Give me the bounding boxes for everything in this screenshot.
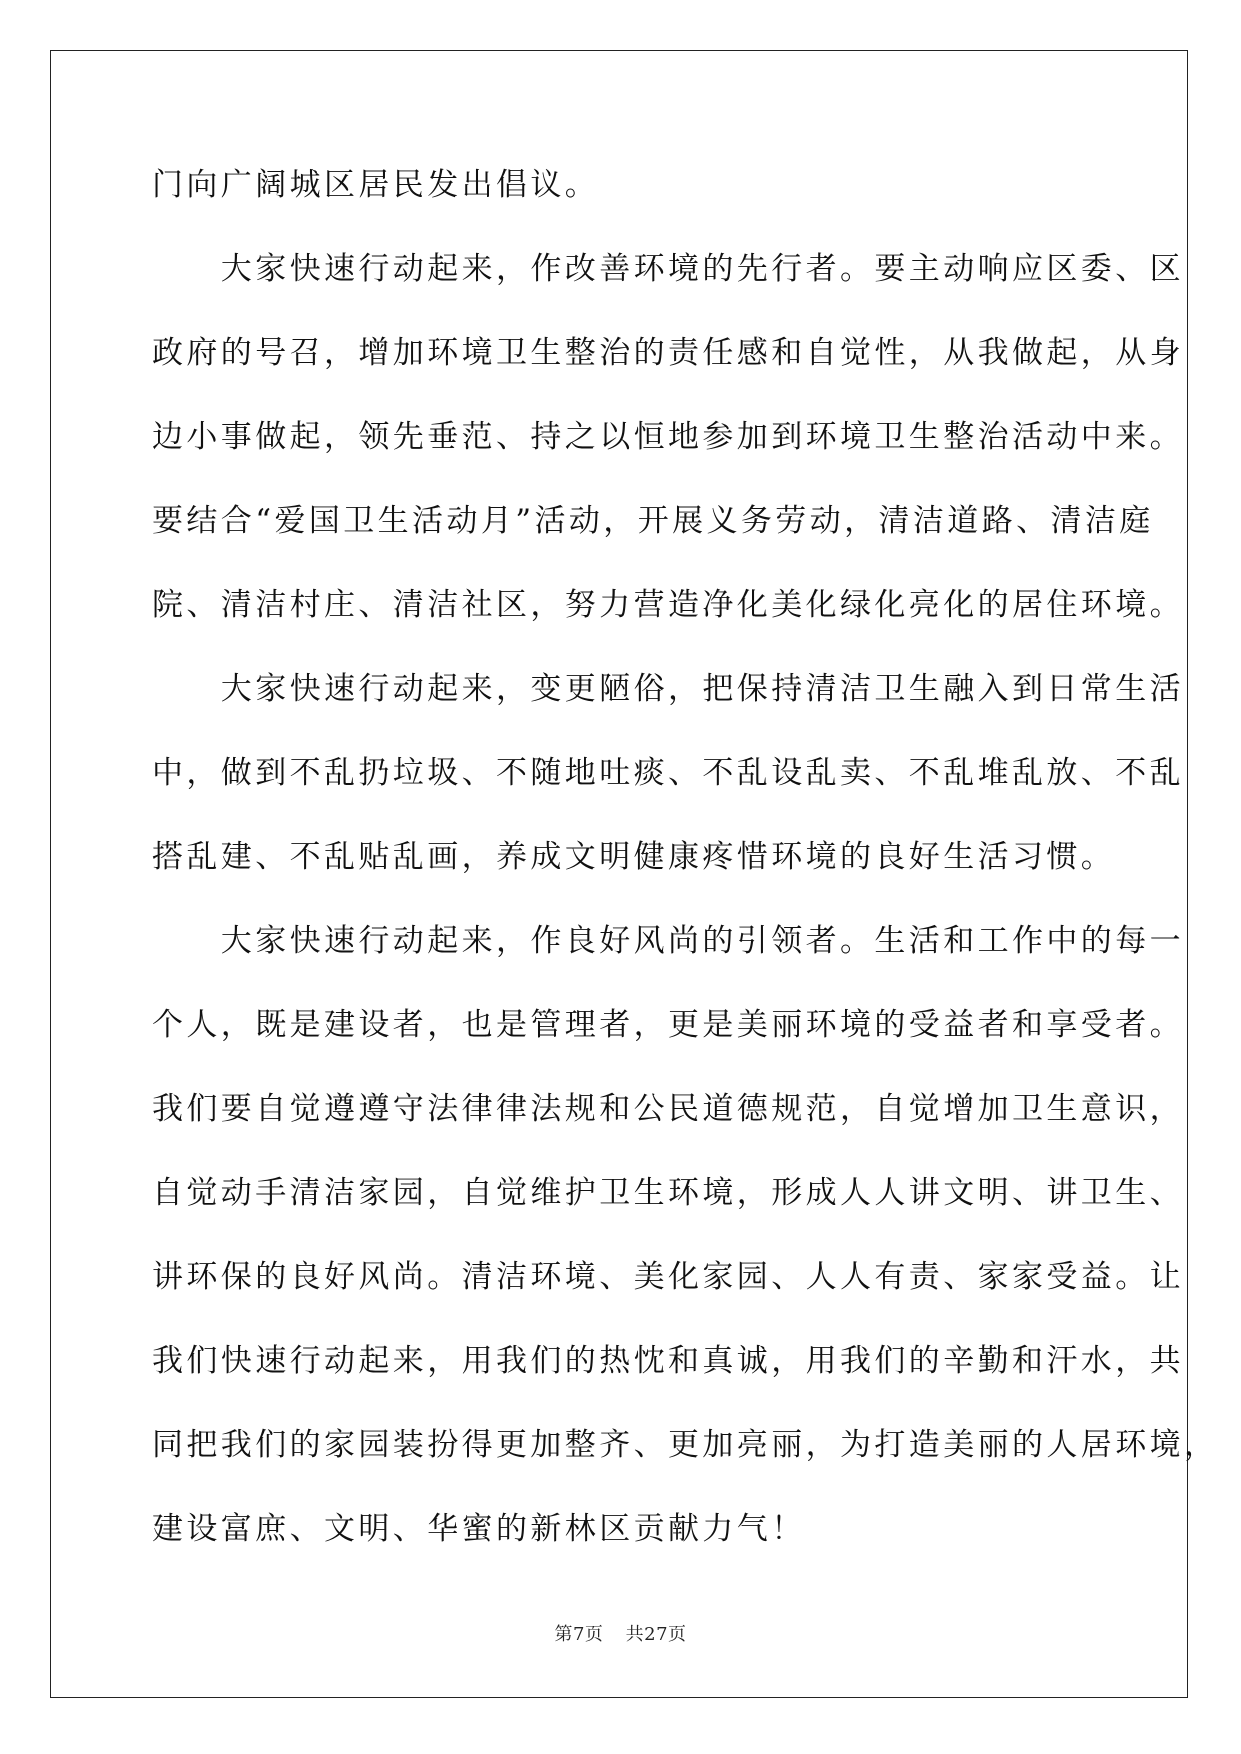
text-line: 门向广阔城区居民发出倡议。: [152, 167, 600, 203]
text-line: 要结合“爱国卫生活动月”活动，开展义务劳动，清洁道路、清洁庭: [152, 503, 1154, 539]
text-line: 大家快速行动起来，变更陋俗，把保持清洁卫生融入到日常生活: [152, 671, 1184, 707]
text-line: 院、清洁村庄、清洁社区，努力营造净化美化绿化亮化的居住环境。: [152, 587, 1184, 623]
page-footer: [0, 1620, 1241, 1646]
text-line: 大家快速行动起来，作改善环境的先行者。要主动响应区委、区: [152, 251, 1184, 287]
text-line: 边小事做起，领先垂范、持之以恒地参加到环境卫生整治活动中来。: [152, 419, 1184, 455]
text-line: 个人，既是建设者，也是管理者，更是美丽环境的受益者和享受者。: [152, 1007, 1184, 1043]
text-line: 我们要自觉遵遵守法律律法规和公民道德规范，自觉增加卫生意识，: [152, 1091, 1184, 1127]
text-line: 建设富庶、文明、华蜜的新林区贡献力气！: [152, 1511, 806, 1547]
page-number: 第7页: [554, 1624, 604, 1645]
text-line: 搭乱建、不乱贴乱画，养成文明健康疼惜环境的良好生活习惯。: [152, 839, 1116, 875]
text-line: 大家快速行动起来，作良好风尚的引领者。生活和工作中的每一: [152, 923, 1184, 959]
text-line: 讲环保的良好风尚。清洁环境、美化家园、人人有责、家家受益。让: [152, 1259, 1184, 1295]
text-line: 同把我们的家园装扮得更加整齐、更加亮丽，为打造美丽的人居环境，: [152, 1427, 1219, 1463]
page-total: 共27页: [625, 1624, 687, 1645]
text-line: 我们快速行动起来，用我们的热忱和真诚，用我们的辛勤和汗水，共: [152, 1343, 1184, 1379]
text-line: 中，做到不乱扔垃圾、不随地吐痰、不乱设乱卖、不乱堆乱放、不乱: [152, 755, 1184, 791]
text-line: 政府的号召，增加环境卫生整治的责任感和自觉性，从我做起，从身: [152, 335, 1184, 371]
text-line: 自觉动手清洁家园，自觉维护卫生环境，形成人人讲文明、讲卫生、: [152, 1175, 1184, 1211]
document-body: [152, 160, 1219, 1588]
